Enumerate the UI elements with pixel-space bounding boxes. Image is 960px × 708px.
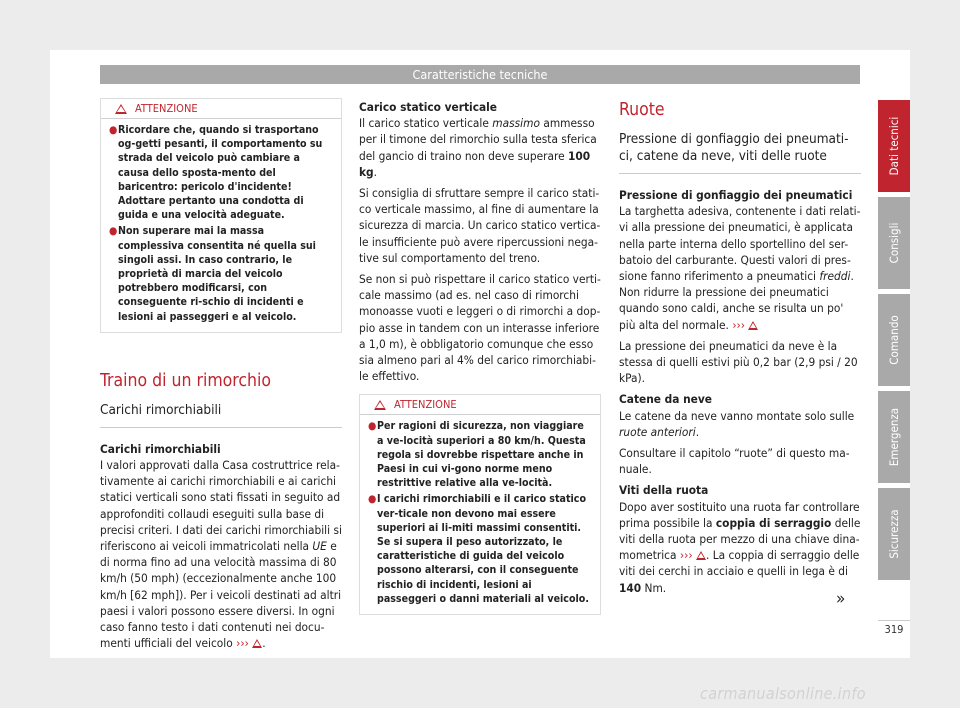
- warning-icon: [252, 639, 262, 648]
- warning-icon: [115, 104, 127, 114]
- section-title: Traino di un rimorchio: [100, 370, 272, 391]
- column-2: [359, 99, 601, 615]
- sub-heading: Carichi rimorchiabili: [100, 441, 221, 456]
- column-1: [100, 98, 342, 656]
- tab-emergenza[interactable]: Emergenza: [878, 391, 910, 483]
- paragraph: La targhetta adesiva, contenente i dati relati-vi alla pressione dei pneumatici, è applicata nella parte interna dello sportellino del ser-batoio del carburante. Questi valori di pres-sione fanno riferimento a pneumatici freddi. Non ridurre la pressione dei pneumatici quando sono caldi, anche se risulta un po' più alta del normale. ›››: [619, 204, 861, 332]
- paragraph: La pressione dei pneumatici da neve è la stessa di quelli estivi più 0,2 bar (2,9 psi / 20 kPa).: [619, 338, 858, 386]
- paragraph: Si consiglia di sfruttare sempre il carico stati-co verticale massimo, al fine di aumentare la sicurezza di marcia. Un carico statico vertica-le insufficiente può avere ripercussioni nega-tive sul comportamento del treno.: [359, 186, 601, 265]
- paragraph: I valori approvati dalla Casa costruttrice rela-tivamente ai carichi rimorchiabili e ai carichi statici verticali sono stati fissati in seguito ad approfonditi collaudi eseguiti sulla base di precisi criteri. I dati dei carichi rimorchiabili si riferiscono ai veicoli immatricolati nella UE e di norma fino ad una velocità massima di 80 km/h (50 mph) (eccezionalmente anche 100 km/h [62 mph]). Per i veicoli destinati ad altri paesi i valori possono essere diversi. In ogni caso fanno testo i dati contenuti nei docu-menti ufficiali del veicolo ››› .: [100, 458, 342, 651]
- warning-icon: [748, 321, 758, 330]
- reference-arrow[interactable]: ›››: [679, 548, 693, 563]
- section-subtitle: Pressione di gonfiaggio dei pneumati-ci, catene da neve, viti delle ruote: [619, 131, 861, 174]
- sub-heading: Viti della ruota: [619, 483, 709, 498]
- page-number: 319: [878, 620, 910, 636]
- tab-consigli[interactable]: Consigli: [878, 197, 910, 289]
- paragraph: Il carico statico verticale massimo ammesso per il timone del rimorchio sulla testa sferica del gancio di traino non deve superare 100 kg.: [359, 116, 597, 179]
- warning-title: ATTENZIONE: [135, 101, 198, 115]
- paragraph: Dopo aver sostituito una ruota far controllare prima possibile la coppia di serraggio delle viti della ruota per mezzo di una chiave dina-mometrica ››› . La coppia di serraggio delle viti dei cerchi in acciaio e quelli in lega è di 140 Nm.: [619, 499, 861, 595]
- warning-icon: [696, 551, 706, 560]
- column-3: [619, 99, 861, 601]
- paragraph: Le catene da neve vanno montate solo sulle ruote anteriori.: [619, 408, 855, 439]
- paragraph: Se non si può rispettare il carico statico verti-cale massimo (ad es. nel caso di rimorchi monoasse vuoti e leggeri o di rimorchi a dop-pio asse in tandem con un interasse inferiore a 1,0 m), è obbligatorio comunque che esso sia almeno pari al 4% del carico rimorchiabi-le effettivo.: [359, 272, 601, 384]
- tab-sicurezza[interactable]: Sicurezza: [878, 488, 910, 580]
- tab-comando[interactable]: Comando: [878, 294, 910, 386]
- reference-arrow[interactable]: ›››: [236, 636, 249, 651]
- sub-heading: Catene da neve: [619, 392, 712, 407]
- continue-mark: »: [836, 589, 846, 609]
- sub-heading: Pressione di gonfiaggio dei pneumatici: [619, 188, 853, 202]
- warning-header: [101, 99, 341, 119]
- tab-dati-tecnici[interactable]: Dati tecnici: [878, 100, 910, 192]
- warning-title: ATTENZIONE: [394, 397, 457, 411]
- sub-heading: Carico statico verticale: [359, 100, 497, 114]
- section-title: Ruote: [619, 100, 665, 120]
- section-subtitle: Carichi rimorchiabili: [100, 402, 342, 428]
- reference-arrow[interactable]: ›››: [732, 317, 746, 332]
- warning-item: ● Ricordare che, quando si trasportano og-getti pesanti, il comportamento su strada del veicolo può cambiare a causa dello sposta-mento del baricentro: pericolo d'incidente! Adottare pertanto una condotta di guida e una velocità adeguate.: [109, 124, 323, 222]
- warning-item: ● Non superare mai la massa complessiva consentita né quella sui singoli assi. In caso contrario, le proprietà di marcia del veicolo potrebbero modificarsi, con conseguente ri-schio di incidenti e lesioni ai passeggeri e al veicolo.: [109, 225, 316, 323]
- warning-item: ● I carichi rimorchiabili e il carico statico ver-ticale non devono mai essere superiori ai li-miti massimi consentiti. Se si supera il peso autorizzato, le caratteristiche di guida del veicolo possono alterarsi, con il conseguente rischio di incidenti, lesioni ai passeggeri o danni materiali al veicolo.: [368, 493, 589, 605]
- warning-box-2: [359, 394, 601, 615]
- paragraph: Consultare il capitolo “ruote” di questo ma-nuale.: [619, 446, 850, 477]
- warning-icon: [374, 400, 386, 410]
- warning-header: [360, 395, 600, 415]
- warning-box-1: [100, 98, 342, 333]
- warning-item: ● Per ragioni di sicurezza, non viaggiare a ve-locità superiori a 80 km/h. Questa regola si dovrebbe rispettare anche in Paesi in cui vi-gono norme meno restrittive relative alla ve-locità.: [368, 420, 586, 490]
- watermark: carmanualsonline.info: [700, 684, 866, 703]
- page-header: Caratteristiche tecniche: [100, 65, 860, 84]
